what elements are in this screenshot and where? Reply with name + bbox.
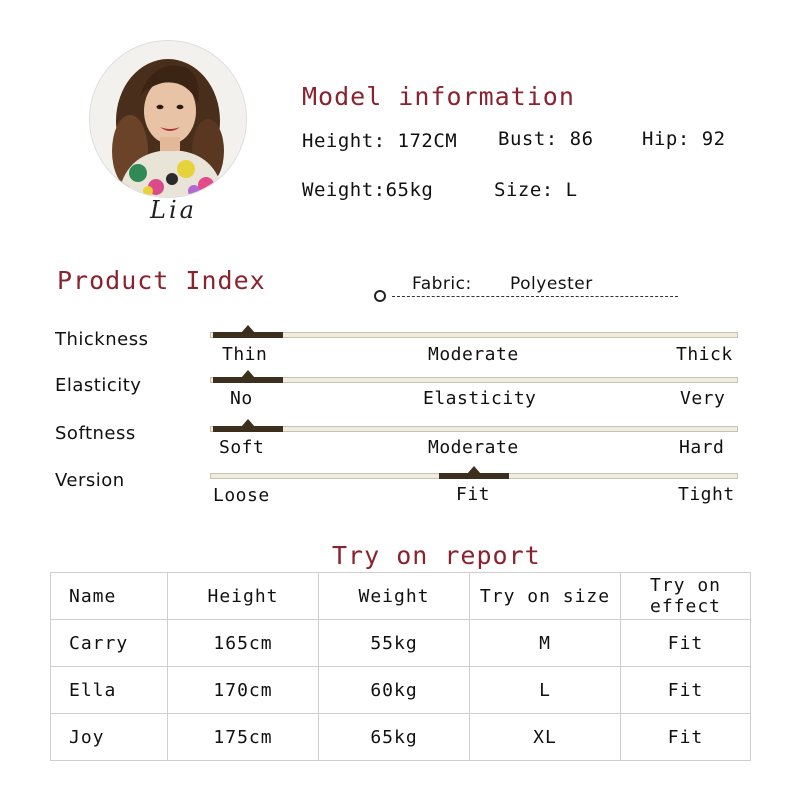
header-try-on-size: Try on size (470, 573, 621, 620)
row-effect: Fit (621, 714, 751, 761)
softness-left-label: Soft (219, 437, 265, 458)
elasticity-right-label: Very (680, 388, 726, 409)
row-size: M (470, 620, 621, 667)
try-on-report-table (50, 572, 751, 761)
model-weight: Weight:65kg (302, 179, 434, 201)
table-row (51, 714, 751, 761)
fabric-value: Polyester (510, 274, 593, 294)
softness-slider (210, 426, 738, 432)
model-size: Size: L (494, 179, 578, 201)
fabric-label: Fabric: (412, 274, 472, 294)
row-effect: Fit (621, 620, 751, 667)
table-row (51, 667, 751, 714)
row-weight: 55kg (319, 620, 470, 667)
row-name: Ella (51, 667, 168, 714)
thickness-left-label: Thin (222, 344, 268, 365)
fabric-bullet-icon (374, 290, 386, 302)
version-left-label: Loose (213, 485, 270, 506)
row-height: 165cm (168, 620, 319, 667)
elasticity-slider (210, 377, 738, 383)
row-weight: 65kg (319, 714, 470, 761)
row-name: Joy (51, 714, 168, 761)
row-size: L (470, 667, 621, 714)
thickness-slider (210, 332, 738, 338)
table-row (51, 620, 751, 667)
header-name: Name (51, 573, 168, 620)
fabric-underline (392, 296, 678, 297)
model-avatar (89, 40, 247, 198)
version-label: Version (55, 470, 125, 491)
version-slider (210, 473, 738, 479)
model-portrait-icon (90, 41, 246, 197)
row-name: Carry (51, 620, 168, 667)
try-on-report-title: Try on report (332, 541, 541, 570)
elasticity-label: Elasticity (55, 375, 142, 396)
softness-middle-label: Moderate (428, 437, 519, 458)
version-middle-label: Fit (456, 484, 491, 505)
slider-marker-icon (467, 466, 481, 474)
thickness-right-label: Thick (676, 344, 733, 365)
model-bust: Bust: 86 (498, 128, 594, 150)
model-information-title: Model information (302, 82, 575, 111)
thickness-label: Thickness (55, 329, 149, 350)
row-height: 175cm (168, 714, 319, 761)
elasticity-left-label: No (230, 388, 253, 409)
header-try-on-effect: Try on effect (621, 573, 751, 620)
softness-label: Softness (55, 423, 136, 444)
elasticity-middle-label: Elasticity (423, 388, 537, 409)
model-name-signature: Lia (150, 196, 197, 224)
softness-right-label: Hard (679, 437, 725, 458)
version-right-label: Tight (678, 484, 735, 505)
slider-marker-icon (241, 419, 255, 427)
model-hip: Hip: 92 (642, 128, 726, 150)
row-weight: 60kg (319, 667, 470, 714)
thickness-middle-label: Moderate (428, 344, 519, 365)
row-height: 170cm (168, 667, 319, 714)
product-index-title: Product Index (57, 266, 266, 295)
table-header-row (51, 573, 751, 620)
header-height: Height (168, 573, 319, 620)
header-weight: Weight (319, 573, 470, 620)
slider-marker-icon (241, 370, 255, 378)
row-effect: Fit (621, 667, 751, 714)
row-size: XL (470, 714, 621, 761)
slider-marker-icon (241, 325, 255, 333)
model-height: Height: 172CM (302, 130, 458, 152)
